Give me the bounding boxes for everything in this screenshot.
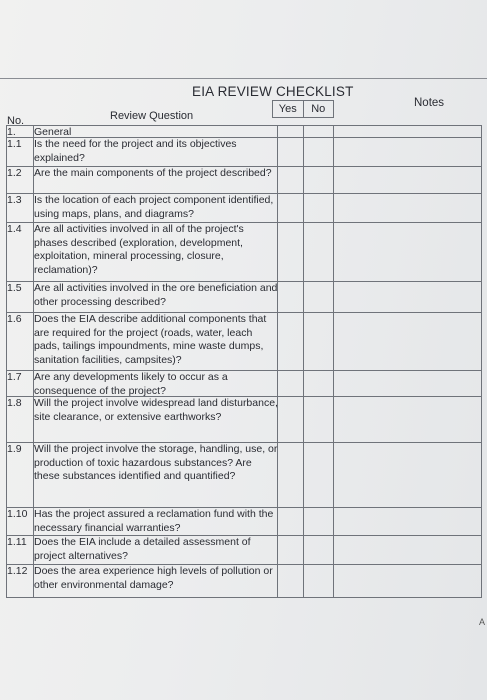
review-question: Will the project involve widespread land disturbance, site clearance, or extensive earthworks? — [34, 397, 278, 423]
review-question: Does the EIA describe additional components that are required for the project (roads, water, leach pads, tailings impoundments, mine waste dumps, sanitation facilities, campsites)? — [34, 313, 267, 366]
row-number: 1.8 — [7, 397, 22, 409]
document-title: EIA REVIEW CHECKLIST — [192, 84, 354, 99]
table-row — [6, 396, 482, 443]
number-column-header: No. — [7, 115, 25, 127]
review-question: Is the need for the project and its objectives explained? — [34, 138, 237, 164]
row-number: 1.3 — [7, 194, 22, 206]
review-question: Are the main components of the project described? — [34, 167, 272, 179]
table-row — [6, 222, 482, 282]
table-row — [6, 137, 482, 167]
cut-off-text: A — [479, 617, 486, 627]
review-question: General — [34, 126, 72, 138]
review-question: Are any developments likely to occur as a consequence of the project? — [34, 371, 228, 397]
table-row — [6, 535, 482, 565]
review-question: Does the EIA include a detailed assessment of project alternatives? — [34, 536, 251, 562]
review-question: Are all activities involved in all of the project's phases described (exploration, development, exploitation, mineral processing, closure, reclamation)? — [34, 223, 244, 276]
row-number: 1.6 — [7, 313, 22, 325]
review-question: Has the project assured a reclamation fund with the necessary financial warranties? — [34, 508, 274, 534]
row-number: 1.9 — [7, 443, 22, 455]
table-row — [6, 370, 482, 397]
question-column-header: Review Question — [110, 110, 194, 122]
row-number: 1.4 — [7, 223, 22, 235]
top-rule — [0, 78, 487, 79]
table-row — [6, 564, 482, 598]
row-number: 1.12 — [7, 565, 28, 577]
row-number: 1.7 — [7, 371, 22, 383]
review-question: Does the area experience high levels of pollution or other environmental damage? — [34, 565, 273, 591]
table-row — [6, 166, 482, 194]
row-number: 1.10 — [7, 508, 28, 520]
review-question: Will the project involve the storage, handling, use, or production of toxic hazardous substances? Are these substances identified and quantified? — [34, 443, 278, 482]
table-row — [6, 507, 482, 536]
review-question: Is the location of each project component identified, using maps, plans, and diagrams? — [34, 194, 274, 220]
row-number: 1.11 — [7, 536, 27, 548]
yes-no-header — [272, 100, 334, 118]
row-number: 1.1 — [7, 138, 22, 150]
yes-column-header: Yes — [278, 103, 297, 115]
table-row — [6, 312, 482, 371]
table-row — [6, 193, 482, 223]
table-row — [6, 442, 482, 508]
row-number: 1. — [7, 126, 16, 138]
notes-column-header: Notes — [414, 97, 445, 109]
no-column-header: No — [303, 101, 334, 117]
review-question: Are all activities involved in the ore beneficiation and other processing described? — [34, 282, 278, 308]
table-row — [6, 281, 482, 313]
checklist-table — [6, 125, 482, 597]
row-number: 1.5 — [7, 282, 22, 294]
row-number: 1.2 — [7, 167, 22, 179]
